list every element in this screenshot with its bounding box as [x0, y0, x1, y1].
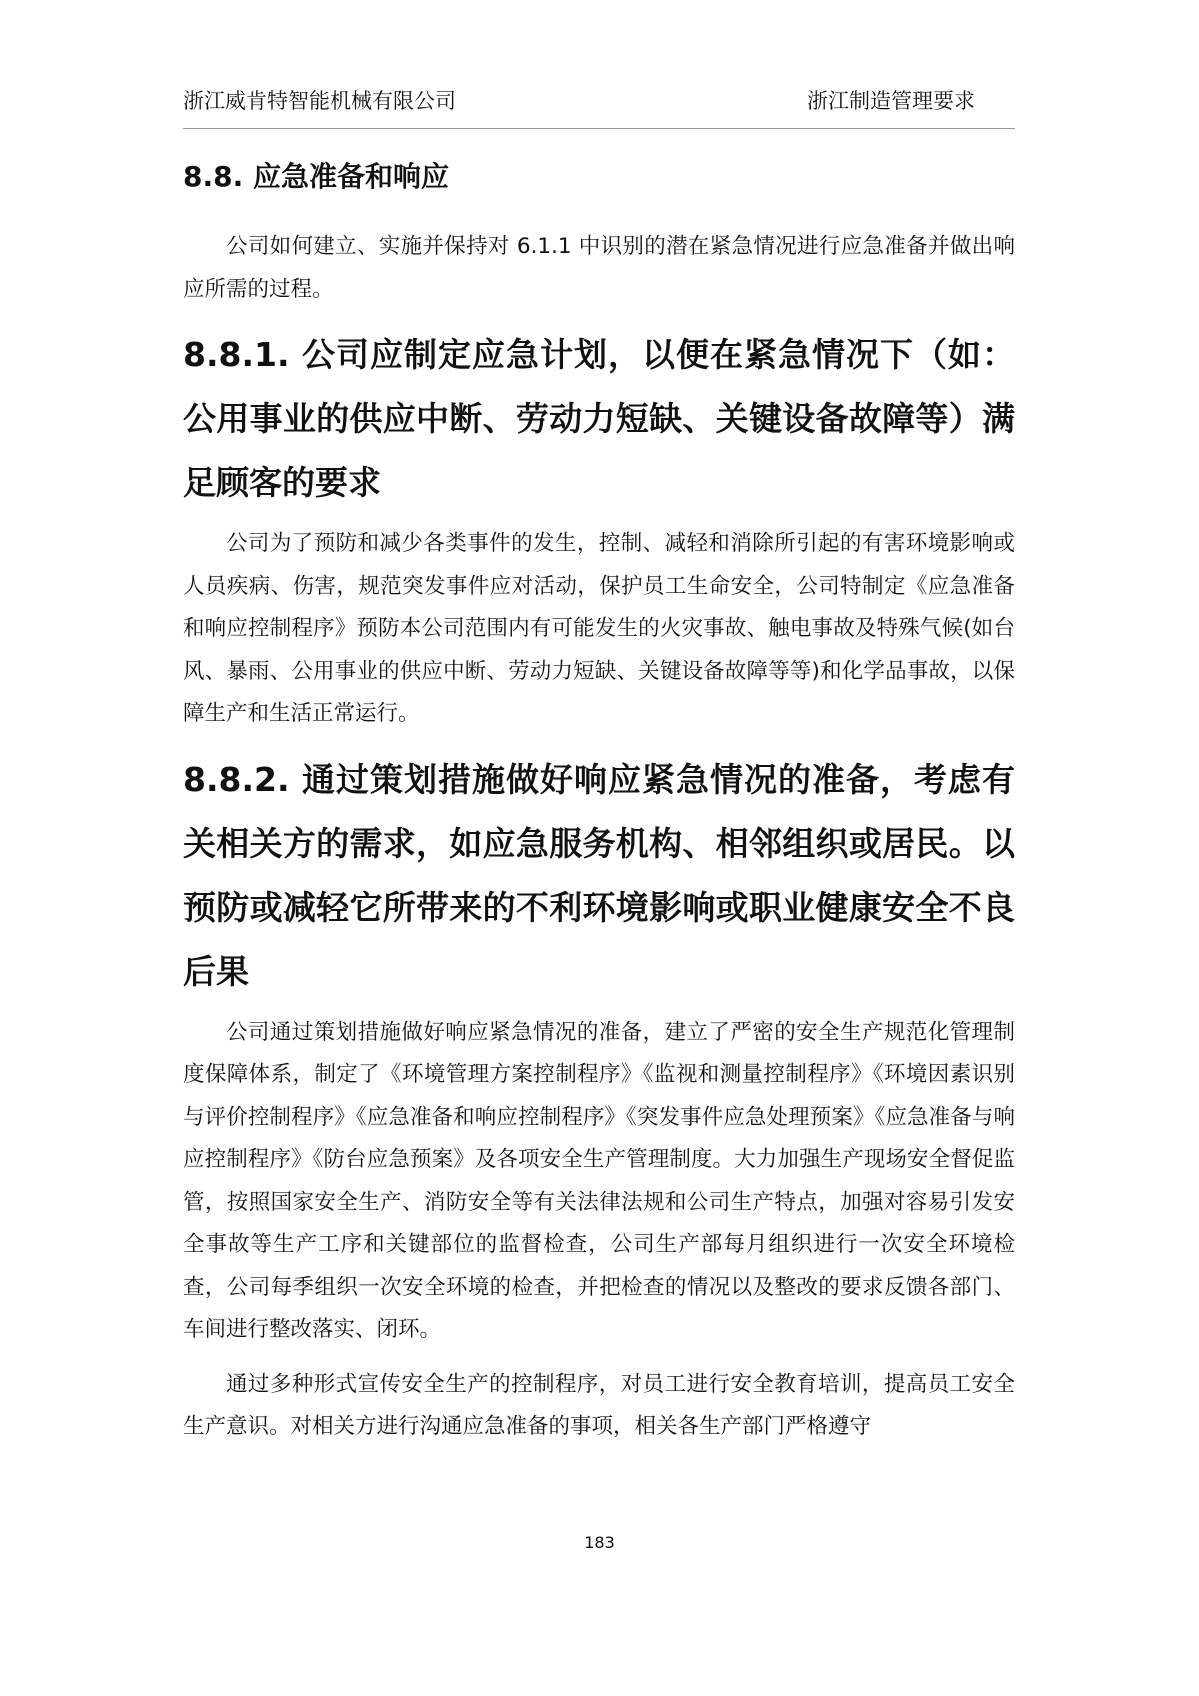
section-8-8-paragraph: 公司如何建立、实施并保持对 6.1.1 中识别的潜在紧急情况进行应急准备并做出响应所需的过程。: [183, 234, 1015, 302]
section-8-8-1-paragraph: 公司为了预防和减少各类事件的发生，控制、减轻和消除所引起的有害环境影响或人员疾病、伤害，规范突发事件应对活动，保护员工生命安全，公司特制定《应急准备和响应控制程序》预防本公司范围内有可能发生的火灾事故、触电事故及特殊气候(如台风、暴雨、公用事业的供应中断、劳动力短缺、关键设备故障等等)和化学品事故，以保障生产和生活正常运行。: [183, 531, 1015, 726]
section-8-8-heading: 8.8. 应急准备和响应: [183, 160, 449, 193]
header-divider: [183, 128, 1015, 129]
section-8-8-1-heading: 8.8.1. 公司应制定应急计划，以便在紧急情况下（如：公用事业的供应中断、劳动力短缺、关键设备故障等）满足顾客的要求: [183, 335, 1015, 502]
section-8-8-2-paragraph-1: 公司通过策划措施做好响应紧急情况的准备，建立了严密的安全生产规范化管理制度保障体系，制定了《环境管理方案控制程序》《监视和测量控制程序》《环境因素识别与评价控制程序》《应急准备和响应控制程序》《突发事件应急处理预案》《应急准备与响应控制程序》《防台应急预案》及各项安全生产管理制度。大力加强生产现场安全督促监管，按照国家安全生产、消防安全等有关法律法规和公司生产特点，加强对容易引发安全事故等生产工序和关键部位的监督检查，公司生产部每月组织进行一次安全环境检查，公司每季组织一次安全环境的检查，并把检查的情况以及整改的要求反馈各部门、车间进行整改落实、闭环。: [183, 1019, 1015, 1342]
header-company-name: 浙江威肯特智能机械有限公司: [183, 89, 456, 113]
section-8-8-2-paragraph-2: 通过多种形式宣传安全生产的控制程序，对员工进行安全教育培训，提高员工安全生产意识。对相关方进行沟通应急准备的事项，相关各生产部门严格遵守: [183, 1371, 1015, 1439]
page-content: [183, 152, 1015, 1461]
section-8-8-2-heading: 8.8.2. 通过策划措施做好响应紧急情况的准备，考虑有关相关方的需求，如应急服务机构、相邻组织或居民。以预防或减轻它所带来的不利环境影响或职业健康安全不良后果: [183, 759, 1015, 991]
page-header: [183, 86, 1015, 116]
header-document-title: 浙江制造管理要求: [807, 89, 975, 113]
page-number: 183: [584, 1533, 615, 1552]
